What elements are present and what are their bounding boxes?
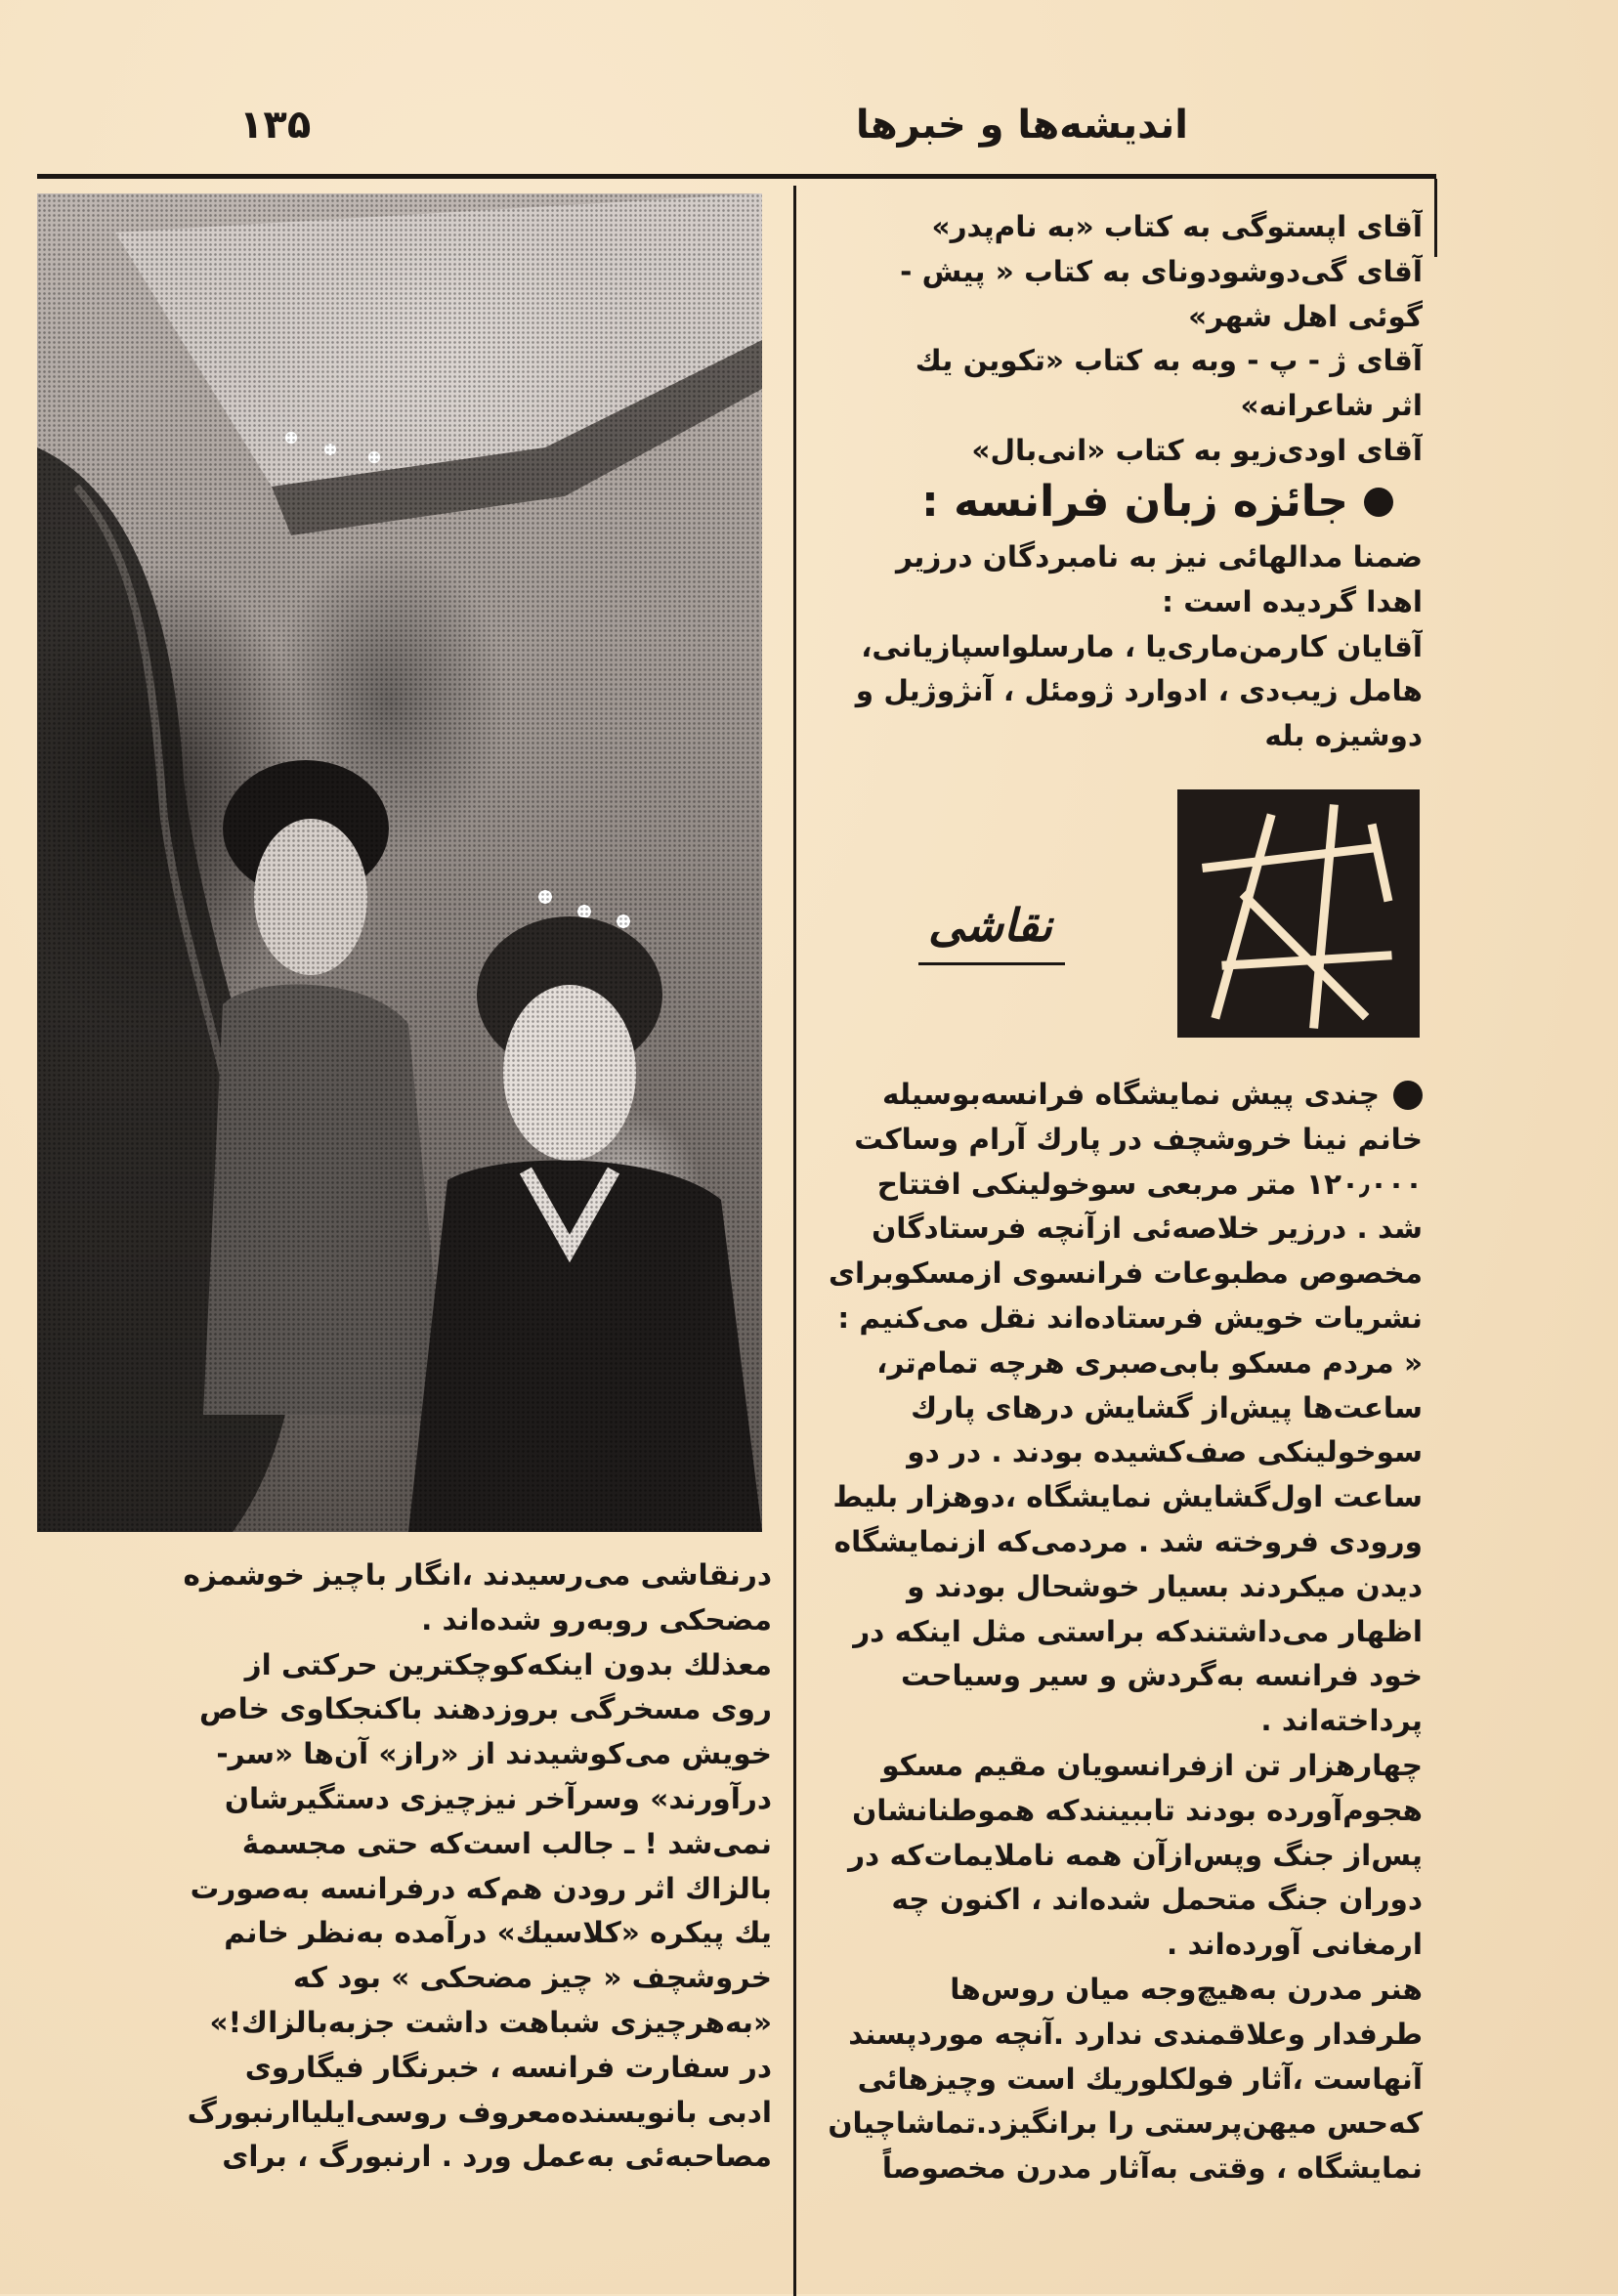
article-line: پس‌از جنگ وپس‌ازآن همه ناملایمات‌که در	[848, 1838, 1423, 1872]
article-line: هجوم‌آورده بودند تاببینندکه هموطنانشان	[852, 1793, 1423, 1827]
article-line: مضحکی روبه‌رو شده‌اند .	[421, 1602, 772, 1637]
section-paragraph	[817, 535, 1423, 759]
article-line: چندی پیش نمایشگاه فرانسه‌بوسیله	[881, 1078, 1380, 1111]
article-first-line	[817, 1073, 1423, 1118]
article-line: اظهار می‌داشتندکه براستی مثل اینکه در	[853, 1614, 1423, 1648]
article-line: ۱۲۰٫۰۰۰ متر مربعی سوخولینکی افتتاح	[876, 1167, 1423, 1201]
bullet-icon	[1393, 1081, 1423, 1110]
exhibition-article-left	[147, 1553, 772, 2180]
header-rule	[37, 174, 1436, 179]
paragraph-line: هامل زیب‌دی ، ادوارد ژومئل ، آنژوژیل و	[855, 674, 1423, 708]
article-line: « مردم مسکو بابی‌صبری هرچه تمام‌تر،	[876, 1345, 1423, 1380]
article-line: نمی‌شد ! ـ جالب است‌که حتی مجسمهٔ	[241, 1826, 772, 1860]
article-line: ادبی بانویسنده‌معروف روسی‌ایلیاارنبورگ	[187, 2095, 772, 2129]
page-number: ۱۳۵	[239, 103, 312, 148]
paragraph-line: آقایان کارمن‌ماری‌یا ، مارسلواسپازیانی،	[861, 629, 1423, 663]
article-line: چهارهزار تن ازفرانسویان مقیم مسکو	[881, 1748, 1423, 1782]
section-heading-text: جائزه زبان فرانسه :	[921, 477, 1348, 527]
article-line: طرفدار وعلاقمندی ندارد .آنچه موردپسند	[848, 2017, 1423, 2051]
article-line: درآورند» وسرآخر نیزچیزی دستگیرشان	[224, 1781, 772, 1815]
article-line: سوخولینکی صف‌کشیده بودند . در دو	[907, 1435, 1423, 1469]
article-line: آنهاست ،آثار فولکلوریك است وچیزهائی	[857, 2062, 1423, 2096]
article-line: خروشچف « چیز مضحکی » بود که	[292, 1961, 772, 1995]
article-line: یك پیکره «کلاسیك» درآمده به‌نظر خانم	[224, 1916, 772, 1950]
article-line: «به‌هرچیزی شباهت داشت جزبه‌بالزاك!»	[209, 2005, 772, 2039]
paragraph-line: اهدا گردیده است :	[1162, 584, 1423, 618]
photo-two-women	[37, 193, 762, 1532]
article-line: ارمغانی آورده‌اند .	[1167, 1928, 1423, 1962]
article-line: ساعت اول‌گشایش نمایشگاه ،دوهزار بلیط	[832, 1480, 1423, 1514]
article-line: در سفارت فرانسه ، خبرنگار فیگاروی	[244, 2050, 772, 2084]
article-line: مصاحبه‌ئی به‌عمل ورد . ارنبورگ ، برای	[222, 2140, 772, 2174]
award-line: آقای اپستوگی به کتاب «به نام‌پدر»	[931, 210, 1423, 243]
article-line: پرداخته‌اند .	[1260, 1704, 1423, 1738]
article-line: نمایشگاه ، وقتی به‌آثار مدرن مخصوصاً	[881, 2151, 1423, 2186]
award-line: آقای اودی‌زیو به کتاب «انی‌بال»	[971, 433, 1423, 467]
award-list	[827, 205, 1423, 474]
article-line: خانم نینا خروشچف در پارك آرام وساکت	[854, 1122, 1423, 1156]
award-line: آقای ژ - پ - وبه به کتاب «تکوین یك	[915, 344, 1423, 378]
article-line: دوران جنگ متحمل شده‌اند ، اکنون چه	[891, 1883, 1423, 1917]
article-line: نشریات خویش فرستاده‌اند نقل می‌کنیم :	[837, 1300, 1423, 1335]
award-line: گوئی اهل شهر»	[1188, 299, 1423, 333]
article-line: معذلك بدون اینکه‌کوچکترین حرکتی از	[244, 1647, 772, 1681]
photo-illustration	[37, 193, 762, 1532]
section-heading-french-prize	[921, 477, 1393, 527]
article-line: هنر مدرن به‌هیچ‌وجه میان روس‌ها	[950, 1972, 1423, 2006]
article-line: ورودی فروخته شد . مردمی‌که ازنمایشگاه	[833, 1524, 1423, 1558]
article-line: خود فرانسه به‌گردش و سیر وسیاحت	[900, 1659, 1423, 1693]
frame-rule-right	[1434, 179, 1437, 257]
article-line: دیدن میکردند بسیار خوشحال بودند و	[907, 1569, 1423, 1603]
award-line: آقای گی‌دوشودوناى به کتاب « پیش -	[900, 254, 1423, 288]
article-line: ساعت‌ها پیش‌از گشایش درهای پارك	[911, 1390, 1423, 1424]
painting-label-underline	[918, 962, 1065, 965]
easel-icon	[1177, 789, 1420, 1038]
exhibition-article-right	[817, 1073, 1423, 2191]
article-line: شد . درزیر خلاصه‌ئی ازآنچه فرستادگان	[872, 1212, 1423, 1246]
bullet-icon	[1364, 488, 1393, 517]
paragraph-line: دوشیزه بله	[1264, 719, 1423, 753]
column-divider	[793, 186, 796, 2296]
paragraph-line: ضمنا مدالهائی نیز به نامبردگان درزیر	[895, 540, 1423, 574]
page-header-title: اندیشه‌ها و خبرها	[855, 103, 1188, 148]
article-line: روی مسخرگی بروزدهند باکنجکاوی خاص	[199, 1692, 772, 1726]
article-line: درنقاشی می‌رسیدند ،انگار باچیز خوشمزه	[183, 1558, 772, 1592]
award-line: اثر شاعرانه»	[1240, 389, 1423, 423]
article-line: خویش می‌کوشیدند از «راز» آن‌ها «سر-	[216, 1737, 772, 1771]
article-line: مخصوص مطبوعات فرانسوی ازمسکوبرای	[828, 1256, 1423, 1291]
painting-label: نقاشی	[928, 899, 1052, 952]
article-line: بالزاك اثر رودن هم‌که درفرانسه به‌صورت	[190, 1871, 772, 1905]
article-line: که‌حس میهن‌پرستی را برانگیزد.تماشاچیان	[828, 2106, 1423, 2141]
